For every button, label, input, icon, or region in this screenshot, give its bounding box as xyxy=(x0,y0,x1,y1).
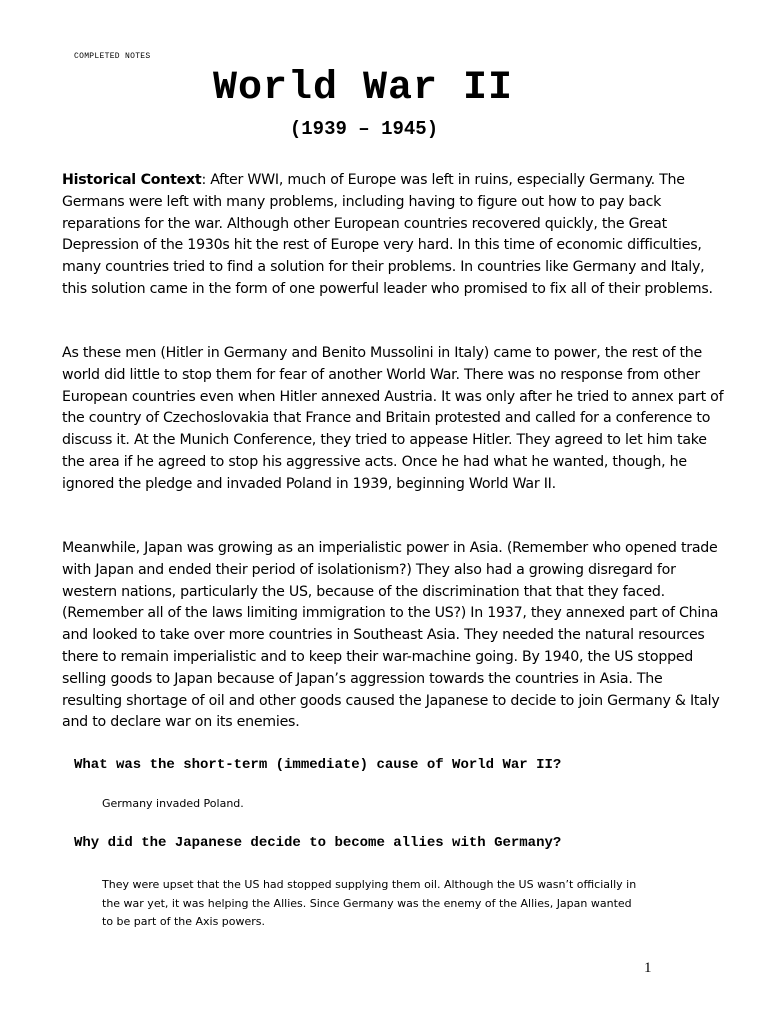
question-2: Why did the Japanese decide to become allies with Germany? xyxy=(74,835,562,851)
question-1: What was the short-term (immediate) cause of World War II? xyxy=(74,757,562,773)
page-number: 1 xyxy=(644,960,652,976)
answer-1: Germany invaded Poland. xyxy=(102,797,244,810)
paragraph-lead: Historical Context xyxy=(62,172,202,188)
paragraph-japan: Meanwhile, Japan was growing as an imperialistic power in Asia. (Remember who opened trade with Japan and ended their period of isolationism?) They also had a growing disregard for western nations, particularly the US, because of the discrimination that that they faced. (Remember all of the laws limiting immigration to the US?) In 1937, they annexed part of China and looked to take over more countries in Southeast Asia. They needed the natural resources there to remain imperialistic and to keep their war-machine going. By 1940, the US stopped selling goods to Japan because of Japan’s aggression towards the countries in Asia. The resulting shortage of oil and other goods caused the Japanese to decide to join Germany & Italy and to declare war on its enemies. xyxy=(62,540,720,731)
paragraph-rise-of-dictators: As these men (Hitler in Germany and Benito Mussolini in Italy) came to power, the rest of the world did little to stop them for fear of another World War. There was no response from other European countries even when Hitler annexed Austria. It was only after he tried to annex part of the country of Czechoslovakia that France and Britain protested and called for a conference to discuss it. At the Munich Conference, they tried to appease Hitler. They agreed to let him take the area if he agreed to stop his aggressive acts. Once he had what he wanted, though, he ignored the pledge and invaded Poland in 1939, beginning World War II. xyxy=(62,345,724,492)
header-label: COMPLETED NOTES xyxy=(74,52,151,61)
page-subtitle: (1939 – 1945) xyxy=(289,118,439,140)
paragraph-body: : After WWI, much of Europe was left in ruins, especially Germany. The Germans were left with many problems, including having to figure out how to pay back reparations for the war. Although other European countries recovered quickly, the Great Depression of the 1930s hit the rest of Europe very hard. In this time of economic difficulties, many countries tried to find a solution for their problems. In countries like Germany and Italy, this solution came in the form of one powerful leader who promised to fix all of their problems. xyxy=(62,172,713,297)
answer-2: They were upset that the US had stopped supplying them oil. Although the US wasn’t officially in the war yet, it was helping the Allies. Since Germany was the enemy of the Allies, Japan wanted to be part of the Axis powers. xyxy=(102,878,637,929)
page-title: World War II xyxy=(212,66,514,111)
paragraph-historical-context xyxy=(62,170,726,301)
